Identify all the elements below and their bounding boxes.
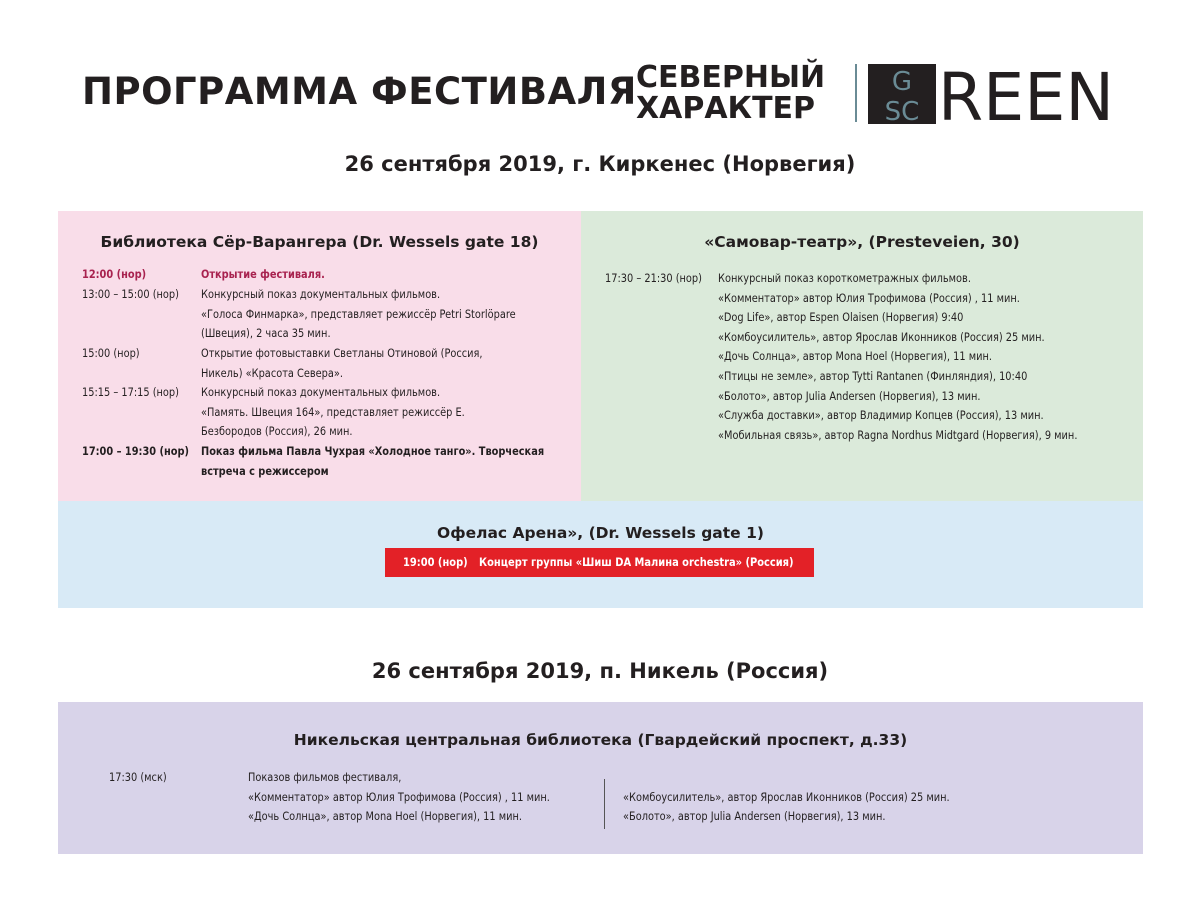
event-time: 12:00 (нор)	[82, 267, 147, 281]
event-time: 15:00 (нор)	[82, 346, 140, 360]
event-description: Конкурсный показ документальных фильмов. «Голоса Финмарка», представляет режиссёр Petri Storlöpare (Швеция), 2 часа 35 мин.	[201, 287, 516, 341]
gsc-green-logo	[868, 64, 1118, 124]
venue-title: Никельская центральная библиотека (Гвардейский проспект, д.33)	[293, 731, 908, 749]
venue-title: Офелас Арена», (Dr. Wessels gate 1)	[437, 524, 764, 542]
section-date-kirkenes: 26 сентября 2019, г. Киркенес (Норвегия)	[344, 152, 856, 176]
section-date-nikel: 26 сентября 2019, п. Никель (Россия)	[371, 659, 829, 683]
event-time: 13:00 – 15:00 (нор)	[82, 287, 179, 301]
event-description: Концерт группы «Шиш DA Малина orchestra» (Россия)	[479, 555, 794, 569]
event-description-left: Показов фильмов фестиваля, «Комментатор» автор Юлия Трофимова (Россия) , 11 мин. «Дочь Солнца», автор Mona Hoel (Норвегия), 11 мин.	[248, 770, 550, 824]
samovar-theatre-panel	[581, 211, 1143, 501]
event-description-right: «Комбоусилитель», автор Ярослав Иконников (Россия) 25 мин. «Болото», автор Julia Andersen (Норвегия), 13 мин.	[623, 789, 950, 824]
logo-letters-sc: SC	[884, 97, 920, 124]
column-divider	[604, 779, 605, 829]
logo-word-reen: REEN	[938, 64, 1114, 124]
brand-line-2: ХАРАКТЕР	[636, 91, 816, 126]
brand-name	[636, 62, 825, 124]
venue-title: «Самовар-театр», (Presteveien, 30)	[704, 233, 1020, 251]
event-description: Открытие фотовыставки Светланы Отиновой (Россия, Никель) «Красота Севера».	[201, 346, 483, 380]
brand-divider	[855, 64, 857, 122]
nikel-library-panel	[58, 702, 1143, 854]
event-description: Открытие фестиваля.	[201, 267, 325, 281]
logo-letter-g: G	[891, 67, 913, 97]
event-time: 17:00 – 19:30 (нор)	[82, 444, 189, 458]
page-title: ПРОГРАММА ФЕСТИВАЛЯ	[82, 70, 637, 113]
event-time: 17:30 (мск)	[109, 770, 167, 784]
event-description: Конкурсный показ короткометражных фильмов. «Комментатор» автор Юлия Трофимова (Россия) , 11 мин. «Dog Life», автор Espen Olaisen (Норвегия) 9:40 «Комбоусилитель», автор Ярослав Иконников (Россия) 25 мин. «Дочь Солнца», автор Mona Hoel (Норвегия), 11 мин. «Птицы не земле», автор Tytti Rantanen (Финляндия), 10:40 «Болото», автор Julia Andersen (Норвегия), 13 мин. «Служба доставки», автор Владимир Копцев (Россия), 13 мин. «Мобильная связь», автор Ragna Nordhus Midtgard (Норвегия), 9 мин.	[718, 271, 1078, 442]
library-kirkenes-panel	[58, 211, 581, 501]
brand-line-1: СЕВЕРНЫЙ	[636, 60, 826, 95]
event-time: 19:00 (нор)	[403, 555, 468, 569]
event-time: 17:30 – 21:30 (нор)	[605, 271, 702, 285]
event-description: Показ фильма Павла Чухрая «Холодное танго». Творческая встреча с режиссером	[201, 444, 545, 478]
event-time: 15:15 – 17:15 (нор)	[82, 385, 179, 399]
venue-title: Библиотека Сёр-Варангера (Dr. Wessels gate 18)	[100, 233, 539, 251]
concert-highlight	[385, 548, 814, 577]
event-description: Конкурсный показ документальных фильмов. «Память. Швеция 164», представляет режиссёр Е. Безбородов (Россия), 26 мин.	[201, 385, 465, 439]
